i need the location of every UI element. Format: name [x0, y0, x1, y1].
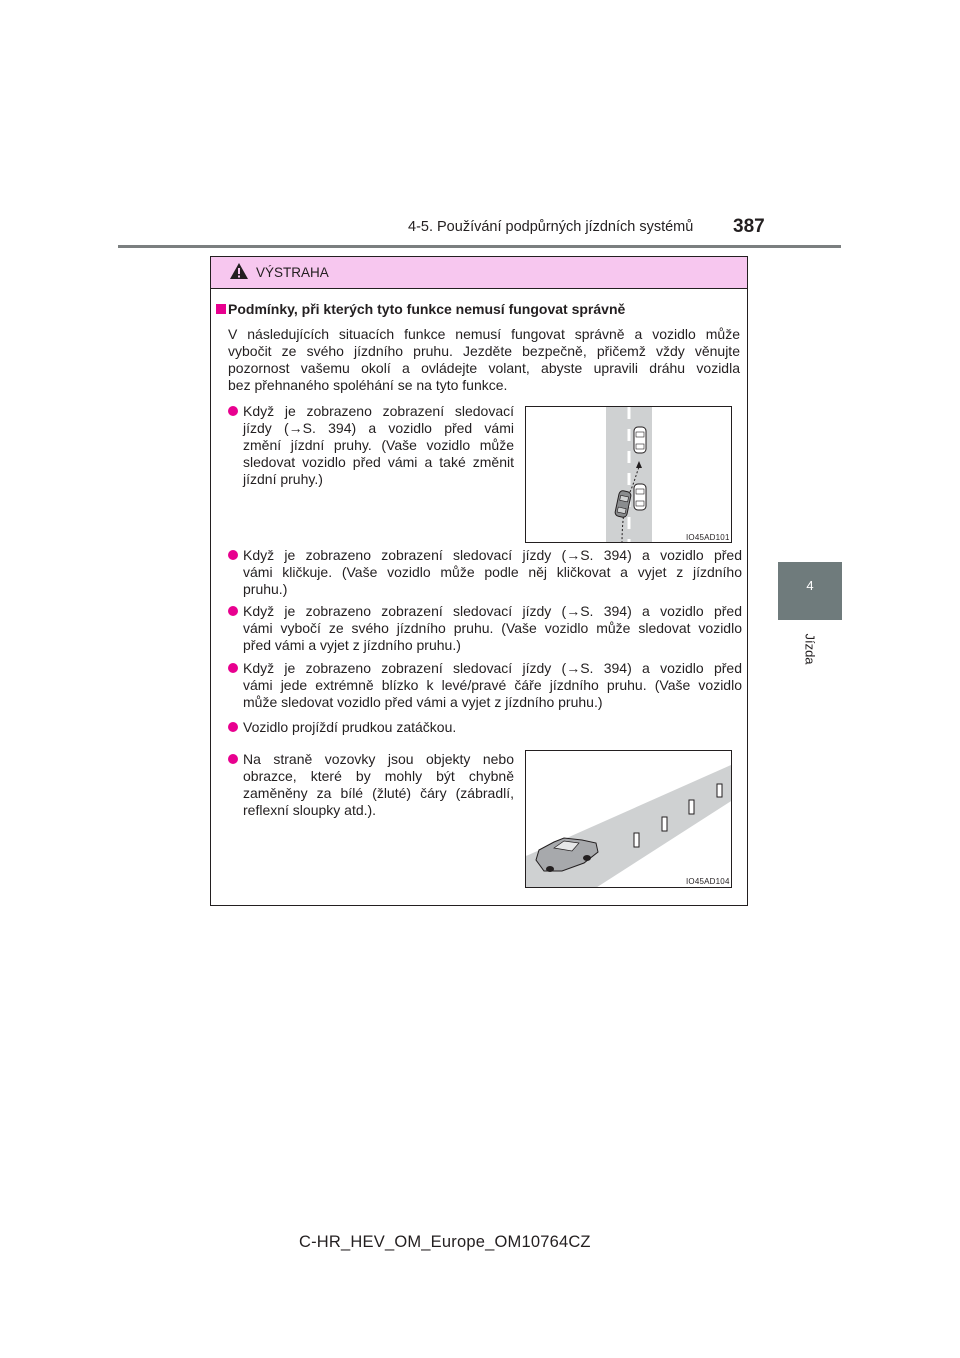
bullet-line: sledovat vozidlo před vámi a také změnit: [243, 454, 514, 470]
lane-change-illustration: [526, 407, 732, 543]
bullet-line: obrazce, které by mohly být chybně: [243, 768, 514, 784]
bullet-line: vámi jede extrémně blízko k levé/pravé čáře jízdního pruhu. (Vaše vozidlo: [243, 677, 742, 693]
intro-line: pozornost vašemu okolí a ovládejte volant, abyste upravili dráhu vozidla: [228, 360, 740, 376]
bullet-item: [243, 660, 742, 711]
bullet-line: vámi kličkuje. (Vaše vozidlo může podle něj kličkovat a vyjet z jízdního: [243, 564, 742, 580]
chapter-number: 4: [806, 578, 814, 593]
intro-line: V následujících situacích funkce nemusí fungovat správně a vozidlo může: [228, 326, 740, 342]
bullet-item: [243, 547, 742, 598]
bullet-line: před vámi a vyjet z jízdního pruhu.): [243, 637, 461, 653]
bullet-line: změní jízdní pruhy. (Vaše vozidlo může: [243, 437, 514, 453]
bullet-line: reflexní sloupky atd.).: [243, 802, 377, 818]
bullet-item: [243, 719, 742, 736]
warning-header: [211, 257, 747, 289]
chapter-tab[interactable]: [778, 562, 842, 620]
bullet-line: jízdní pruhy.): [243, 471, 323, 487]
bullet-line: Když je zobrazeno zobrazení sledovací jízdy (→S. 394) a vozidlo před: [243, 603, 742, 619]
chapter-label-text: Jízda: [802, 633, 818, 665]
bullet-dot-icon: [228, 663, 238, 673]
bullet-line: Když je zobrazeno zobrazení sledovací jízdy (→S. 394) a vozidlo před: [243, 547, 742, 563]
bullet-line: zaměněny za bílé (žluté) čáry (zábradlí,: [243, 785, 514, 801]
section-title: 4-5. Používání podpůrných jízdních systémů: [408, 219, 694, 235]
bullet-dot-icon: [228, 406, 238, 416]
figure-lane-change: [525, 406, 732, 543]
bullet-dot-icon: [228, 754, 238, 764]
bullet-line: Na straně vozovky jsou objekty nebo: [243, 751, 514, 767]
figure-roadside-objects: [525, 750, 732, 888]
figure-code: IO45AD104: [686, 877, 730, 886]
document-code: C-HR_HEV_OM_Europe_OM10764CZ: [299, 1233, 591, 1251]
bullet-line: jízdy (→S. 394) a vozidlo před vámi: [243, 420, 514, 436]
adjacent-car-icon: [634, 484, 646, 510]
page-number: 387: [733, 216, 765, 237]
bullet-line: Když je zobrazeno zobrazení sledovací jízdy (→S. 394) a vozidlo před: [243, 660, 742, 676]
lead-car-icon: [634, 427, 646, 453]
intro-line: bez přehnaného spoléhání se na tyto funkce.: [228, 377, 508, 393]
bullet-item: [243, 751, 514, 819]
warning-label: VÝSTRAHA: [256, 265, 329, 280]
intro-line: vybočit ze svého jízdního pruhu. Jezděte bezpečně, přičemž vždy věnujte: [228, 343, 740, 359]
bullet-line: pruhu.): [243, 581, 288, 597]
header-divider: [118, 245, 841, 248]
bullet-line: Vozidlo projíždí prudkou zatáčkou.: [243, 719, 457, 735]
figure-code: IO45AD101: [686, 533, 730, 542]
intro-paragraph: [228, 326, 740, 394]
bullet-item: [243, 603, 742, 654]
heading-square-icon: [216, 304, 226, 314]
bullet-line: vámi vybočí ze svého jízdního pruhu. (Vaše vozidlo může sledovat vozidlo: [243, 620, 742, 636]
bullet-line: může sledovat vozidlo před vámi a vyjet z jízdního pruhu.): [243, 694, 603, 710]
bullet-line: Když je zobrazeno zobrazení sledovací: [243, 403, 514, 419]
bullet-dot-icon: [228, 550, 238, 560]
bullet-item: [243, 403, 514, 488]
roadside-objects-illustration: [526, 751, 732, 888]
warning-heading: Podmínky, při kterých tyto funkce nemusí fungovat správně: [228, 301, 626, 317]
chapter-label: [800, 624, 820, 674]
bullet-dot-icon: [228, 606, 238, 616]
bullet-dot-icon: [228, 722, 238, 732]
warning-triangle-icon: [229, 262, 249, 280]
